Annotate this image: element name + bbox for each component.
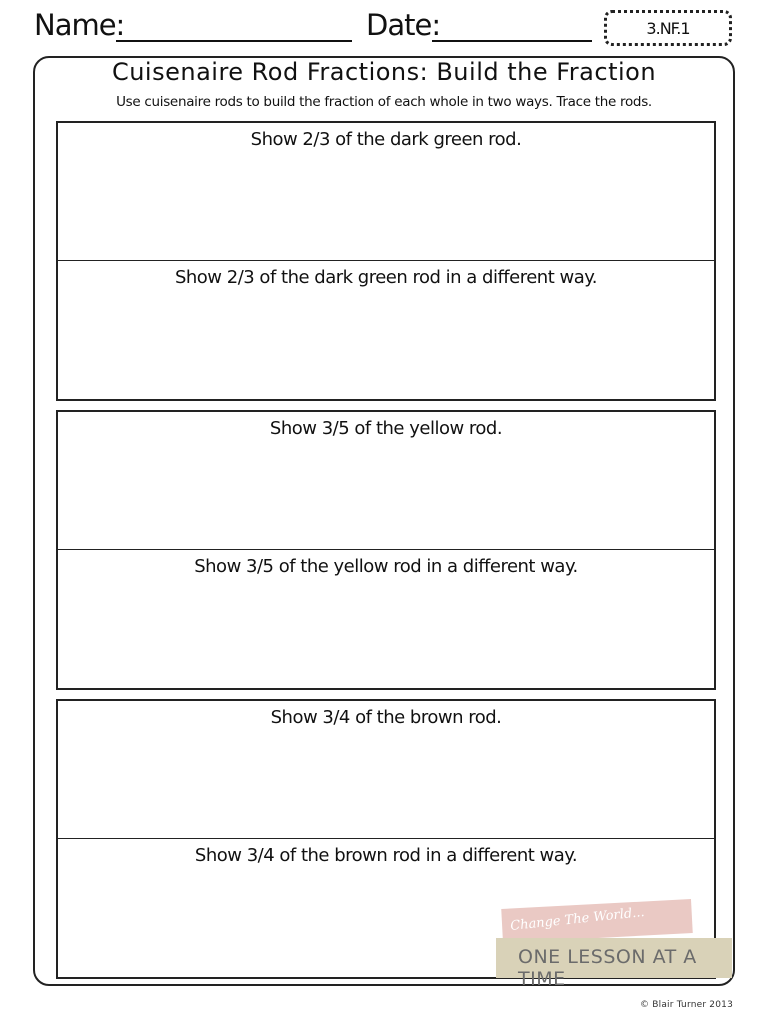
prompt-text: Show 3/4 of the brown rod in a different way.: [194, 845, 578, 866]
answer-area[interactable]: [58, 701, 714, 839]
brand-slogan: ONE LESSON AT A TIME: [518, 946, 697, 990]
answer-area[interactable]: [58, 550, 714, 688]
standard-badge: [604, 10, 732, 46]
prompt-text: Show 2/3 of the dark green rod in a different way.: [174, 267, 598, 288]
answer-area[interactable]: [58, 412, 714, 550]
date-label: Date:: [366, 8, 441, 42]
date-field[interactable]: [432, 40, 592, 42]
name-field[interactable]: [116, 40, 352, 42]
copyright-notice: © Blair Turner 2013: [640, 1000, 733, 1010]
worksheet-instructions: Use cuisenaire rods to build the fraction of each whole in two ways. Trace the rods.: [116, 94, 652, 110]
standard-code: 3.NF.1: [646, 18, 690, 38]
name-label: Name:: [34, 8, 125, 42]
answer-area[interactable]: [58, 261, 714, 399]
prompt-text: Show 3/5 of the yellow rod.: [269, 418, 503, 439]
prompt-text: Show 3/4 of the brown rod.: [270, 707, 502, 728]
section-yellow: [56, 410, 716, 690]
worksheet-title: Cuisenaire Rod Fractions: Build the Fraction: [111, 58, 657, 86]
brand-tagline: Change The World...: [509, 904, 646, 935]
answer-area[interactable]: [58, 123, 714, 261]
brand-logo: [496, 902, 734, 990]
prompt-text: Show 2/3 of the dark green rod.: [250, 129, 522, 150]
section-dark-green: [56, 121, 716, 401]
prompt-text: Show 3/5 of the yellow rod in a different way.: [194, 556, 578, 577]
